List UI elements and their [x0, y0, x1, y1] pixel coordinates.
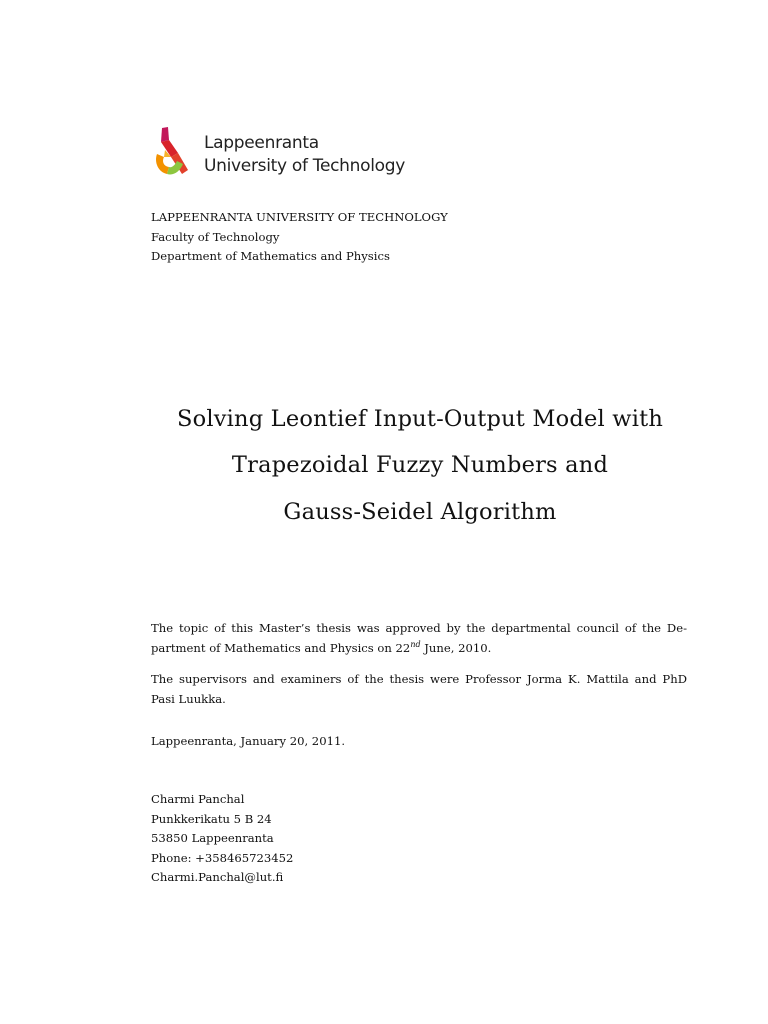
- university-name: LAPPEENRANTA UNIVERSITY OF TECHNOLOGY: [151, 210, 448, 224]
- ampersand-logo-icon: [152, 124, 192, 182]
- author-email: Charmi.Panchal@lut.fi: [151, 870, 284, 884]
- logo-line-2: University of Technology: [204, 156, 405, 176]
- approval-line-2: [151, 639, 691, 659]
- author-name: Charmi Panchal: [151, 792, 245, 806]
- place-date: Lappeenranta, January 20, 2011.: [151, 734, 346, 748]
- university-logo: [152, 124, 412, 184]
- thesis-title-line-1: Solving Leontief Input-Output Model with: [176, 406, 664, 432]
- logo-line-1: Lappeenranta: [204, 133, 319, 153]
- supervisors-line-1: The supervisors and examiners of the thesis were Professor Jorma K. Mattila and PhD: [151, 672, 687, 686]
- department-name: Department of Mathematics and Physics: [151, 249, 390, 263]
- thesis-title-line-2: Trapezoidal Fuzzy Numbers and: [231, 452, 609, 478]
- approval-line-1: The topic of this Master’s thesis was approved by the departmental council of the De-: [151, 621, 687, 635]
- approval-date-suffix: June, 2010.: [420, 640, 492, 655]
- ordinal-superscript: nd: [410, 639, 421, 649]
- supervisors-line-2: Pasi Luukka.: [151, 691, 226, 706]
- affiliation-block: [151, 208, 448, 267]
- approval-paragraph: [151, 619, 691, 658]
- author-contact-block: [151, 790, 293, 888]
- supervisors-paragraph: [151, 670, 691, 709]
- approval-date-prefix: partment of Mathematics and Physics on 22: [151, 640, 411, 655]
- author-street: Punkkerikatu 5 B 24: [151, 811, 272, 826]
- author-city: 53850 Lappeenranta: [151, 831, 274, 845]
- logo-wordmark: [204, 132, 405, 178]
- author-phone: Phone: +358465723452: [151, 850, 294, 865]
- faculty-name: Faculty of Technology: [151, 229, 280, 244]
- thesis-title-line-3: Gauss-Seidel Algorithm: [283, 499, 557, 525]
